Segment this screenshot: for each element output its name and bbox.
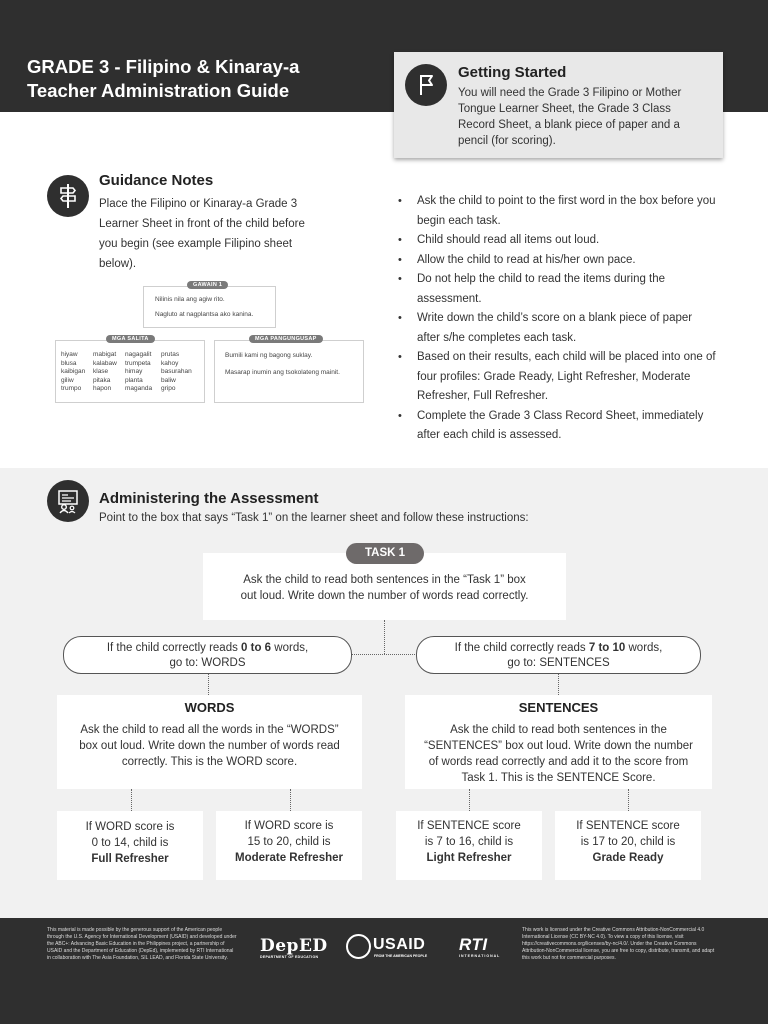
outcome-moderate-refresher	[216, 811, 362, 880]
list-item: • Complete the Grade 3 Class Record Sheet, immediately after each child is assessed.	[398, 407, 718, 446]
usaid-seal-icon	[346, 934, 371, 959]
outcome-line: If WORD score is	[85, 821, 175, 833]
sample-gawain-box	[143, 286, 276, 328]
connector-task-down	[384, 620, 385, 654]
outcome-line: is 17 to 20, child is	[580, 836, 676, 848]
connector-left-down	[208, 673, 209, 695]
outcome-line: If WORD score is	[244, 820, 334, 832]
salita-column-3: nagagalit trumpeta himay planta maganda	[125, 351, 153, 392]
sentences-title: SENTENCES	[518, 700, 599, 715]
words-title: WORDS	[184, 700, 235, 715]
outcome-result: Light Refresher	[426, 852, 512, 864]
outcome-result: Full Refresher	[91, 853, 169, 865]
outcome-full-refresher	[57, 811, 203, 880]
sample-salita-box	[55, 340, 205, 403]
title-line-1: GRADE 3 - Filipino & Kinaray-a	[27, 56, 300, 77]
getting-started-text: You will need the Grade 3 Filipino or Mother Tongue Learner Sheet, the Grade 3 Class Record Sheet, a blank piece of paper and a pencil (for scoring).	[458, 87, 682, 147]
connector-outcome-2	[290, 789, 291, 811]
connector-right-down	[558, 673, 559, 695]
sentences-line: of words read correctly and add it to the score from	[428, 756, 689, 768]
footer-funding-text: This material is made possible by the generous support of the American people through the U.S. Agency for International Development (USAID) and developed under the ABC+: Advancing Basic Education in the Philippines project, a partnership of USAID and the Department of Education (DepEd), implemented by RTI International in collaboration with The Asia Foundation, SIL LEAD, and Florida State University.	[47, 927, 237, 961]
condition-right-line-2: go to: SENTENCES	[507, 657, 610, 669]
salita-column-4: prutas kahoy basurahan baliw gripo	[161, 351, 192, 392]
flag-icon	[405, 64, 447, 106]
connector-horizontal	[351, 654, 417, 655]
words-line: box out loud. Write down the number of words read	[79, 740, 340, 752]
condition-right-line-1: If the child correctly reads 7 to 10 words,	[454, 642, 663, 654]
connector-outcome-4	[628, 789, 629, 811]
signpost-icon	[47, 175, 89, 217]
connector-outcome-1	[131, 789, 132, 811]
outcome-grade-ready	[555, 811, 701, 880]
getting-started-box	[394, 52, 723, 158]
sentences-line: Task 1. This is the SENTENCE Score.	[461, 772, 656, 784]
connector-outcome-3	[469, 789, 470, 811]
condition-left-line-2: go to: WORDS	[169, 657, 246, 669]
footer: This material is made possible by the generous support of the American people through the U.S. Agency for International Development (USAID) and developed under the ABC+: Advancing Basic Education in the Philippines project, a partnership of USAID and the Department of Education (DepEd), implemented by RTI International in collaboration with The Asia Foundation, SIL LEAD, and Florida State University. DepED DEPARTMENT OF EDUCATION USAID FROM THE AMERICAN PEOPLE RTI INTERNATIONAL This work is licensed under the Creative Commons Attribution-NonCommercial 4.0 International License (CC BY-NC 4.0). To view a copy of this license, visit https://creativecommons.org/licenses/by-nc/4.0/. Under the Creative Commons Attribution-NonCommercial license, you are free to copy, distribute, transmit, and adapt this work but not for commercial purposes.	[0, 918, 768, 1024]
words-line: correctly. This is the WORD score.	[121, 756, 298, 768]
condition-left-line-1: If the child correctly reads 0 to 6 words,	[106, 642, 309, 654]
title-line-2: Teacher Administration Guide	[27, 80, 290, 101]
list-item: • Based on their results, each child will be placed into one of four profiles: Grade Ready, Light Refresher, Moderate Refresher, Full Refresher.	[398, 348, 718, 407]
sentences-line: Ask the child to read both sentences in the	[450, 724, 667, 736]
salita-tag: MGA SALITA	[106, 335, 155, 343]
words-line: Ask the child to read all the words in the “WORDS”	[80, 724, 339, 736]
list-item: • Write down the child’s score on a blank piece of paper after s/he completes each task.	[398, 309, 718, 348]
outcome-line: 0 to 14, child is	[91, 837, 169, 849]
outcome-line: is 7 to 16, child is	[424, 836, 514, 848]
outcome-result: Moderate Refresher	[234, 852, 343, 864]
rti-logo: RTI INTERNATIONAL	[459, 935, 501, 958]
salita-column-1: hiyaw blusa kaibigan giliw trumpo	[61, 351, 86, 392]
condition-left	[63, 636, 352, 674]
words-box	[57, 695, 362, 789]
outcome-line: If SENTENCE score	[576, 820, 680, 832]
sentences-line: “SENTENCES” box out loud. Write down the number	[424, 740, 693, 752]
salita-column-2: mabigat kalabaw klase pitaka hapon	[93, 351, 117, 392]
sentences-box	[405, 695, 712, 789]
pangungusap-line-1: Bumili kami ng bagong suklay.	[225, 352, 313, 359]
task1-label: TASK 1	[346, 543, 424, 564]
administering-subtitle: Point to the box that says “Task 1” on the learner sheet and follow these instructions:	[99, 512, 529, 524]
outcome-result: Grade Ready	[592, 852, 664, 864]
gawain-tag: GAWAIN 1	[187, 281, 228, 289]
condition-right	[416, 636, 701, 674]
outcome-light-refresher	[396, 811, 542, 880]
list-item: • Allow the child to read at his/her own pace.	[398, 251, 718, 271]
task1-line-2: out loud. Write down the number of words read correctly.	[240, 590, 529, 602]
gawain-line-2: Nagluto at nagplantsa ako kanina.	[155, 311, 254, 318]
guidance-notes-text: Place the Filipino or Kinaray-a Grade 3 Learner Sheet in front of the child before you begin (see example Filipino sheet below).	[99, 198, 305, 270]
guidance-bullet-list	[398, 192, 718, 446]
sample-pangungusap-box	[214, 340, 364, 403]
gawain-line-1: Nilinis nila ang agiw rito.	[155, 296, 225, 303]
list-item: • Do not help the child to read the items during the assessment.	[398, 270, 718, 309]
pangungusap-line-2: Masarap inumin ang tsokolateng mainit.	[225, 369, 340, 376]
guidance-notes-title: Guidance Notes	[99, 172, 214, 189]
list-item: • Ask the child to point to the first word in the box before you begin each task.	[398, 192, 718, 231]
outcome-line: If SENTENCE score	[417, 820, 521, 832]
administering-title: Administering the Assessment	[99, 490, 319, 507]
pangungusap-tag: MGA PANGUNGUSAP	[249, 335, 323, 343]
page-title	[27, 55, 357, 103]
footer-license-text: This work is licensed under the Creative Commons Attribution-NonCommercial 4.0 International License (CC BY-NC 4.0). To view a copy of this license, visit https://creativecommons.org/licenses/by-nc/4.0/. Under the Creative Commons Attribution-NonCommercial license, you are free to copy, distribute, transmit, and adapt this work but not for commercial purposes.	[522, 927, 715, 961]
outcome-line: 15 to 20, child is	[247, 836, 331, 848]
getting-started-title: Getting Started	[458, 64, 567, 81]
task1-line-1: Ask the child to read both sentences in the “Task 1” box	[243, 574, 526, 586]
assessment-icon	[47, 480, 89, 522]
list-item: • Child should read all items out loud.	[398, 231, 718, 251]
deped-logo: DepED DEPARTMENT OF EDUCATION	[260, 936, 328, 959]
